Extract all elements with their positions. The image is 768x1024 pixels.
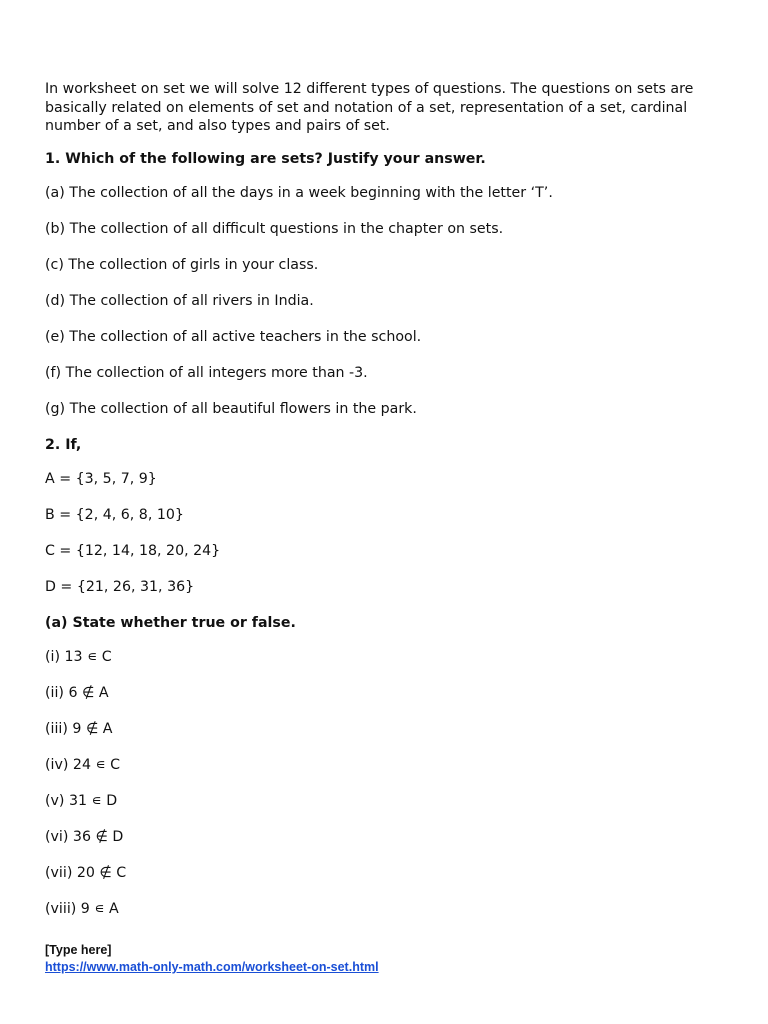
question-1-item-e: (e) The collection of all active teachers in the school.: [45, 328, 422, 345]
statement-vi: (vi) 36 ∉ D: [45, 828, 124, 845]
page-footer: [45, 942, 379, 976]
footer-source-link[interactable]: https://www.math-only-math.com/worksheet-on-set.html: [45, 960, 379, 974]
statement-vii: (vii) 20 ∉ C: [45, 864, 127, 881]
question-1-item-c: (c) The collection of girls in your class.: [45, 256, 319, 273]
set-b: B = {2, 4, 6, 8, 10}: [45, 506, 184, 523]
question-1-item-a: (a) The collection of all the days in a week beginning with the letter ‘T’.: [45, 184, 553, 201]
statement-v: (v) 31 ∊ D: [45, 792, 118, 809]
statement-viii: (viii) 9 ∊ A: [45, 900, 119, 917]
statement-i: (i) 13 ∊ C: [45, 648, 112, 665]
set-d: D = {21, 26, 31, 36}: [45, 578, 195, 595]
question-2a-heading: (a) State whether true or false.: [45, 614, 296, 631]
question-1-item-b: (b) The collection of all difficult questions in the chapter on sets.: [45, 220, 504, 237]
worksheet-body: [45, 80, 735, 936]
footer-placeholder: [Type here]: [45, 943, 112, 957]
question-1-heading: 1. Which of the following are sets? Justify your answer.: [45, 150, 486, 167]
statement-ii: (ii) 6 ∉ A: [45, 684, 109, 701]
intro-paragraph: In worksheet on set we will solve 12 different types of questions. The questions on sets are basically related on elements of set and notation of a set, representation of a set, cardinal number of a set, and also types and pairs of set.: [45, 81, 694, 134]
set-a: A = {3, 5, 7, 9}: [45, 470, 157, 487]
statement-iii: (iii) 9 ∉ A: [45, 720, 113, 737]
question-1-item-d: (d) The collection of all rivers in India.: [45, 292, 314, 309]
question-1-item-g: (g) The collection of all beautiful flowers in the park.: [45, 400, 417, 417]
question-2-heading: 2. If,: [45, 436, 82, 453]
question-1-item-f: (f) The collection of all integers more than -3.: [45, 364, 368, 381]
set-c: C = {12, 14, 18, 20, 24}: [45, 542, 221, 559]
statement-iv: (iv) 24 ∊ C: [45, 756, 121, 773]
